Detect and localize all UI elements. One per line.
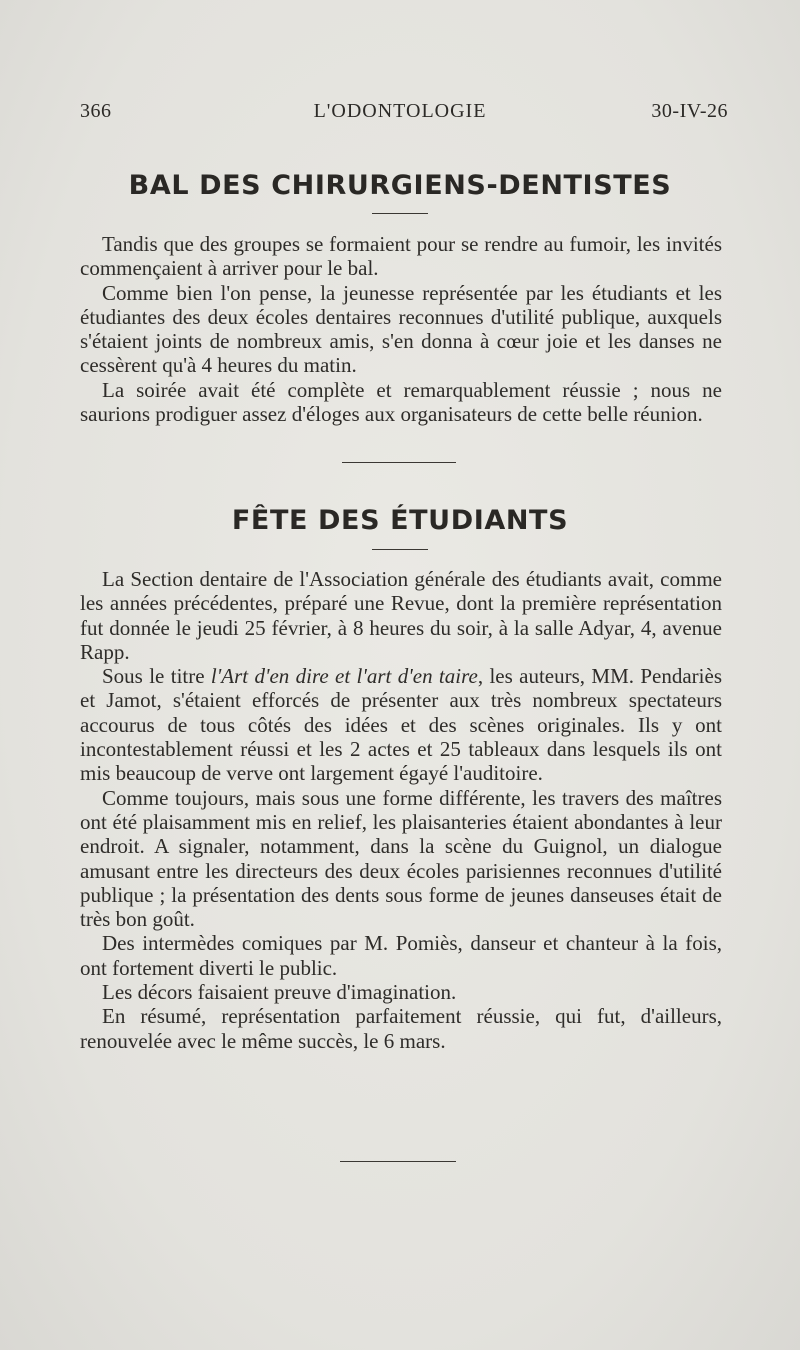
paragraph: En résumé, représentation parfaitement réussie, qui fut, d'ailleurs, renouvelée avec le même succès, le 6 mars.	[80, 1004, 722, 1053]
paragraph: La Section dentaire de l'Association générale des étudiants avait, comme les années précédentes, préparé une Revue, dont la première représentation fut donnée le jeudi 25 février, à 8 heures du soir, à la salle Adyar, 4, avenue Rapp.	[80, 567, 722, 664]
running-header	[80, 100, 728, 128]
section-body-fete	[80, 567, 722, 1053]
section-divider	[342, 462, 456, 463]
paragraph: Les décors faisaient preuve d'imagination.	[102, 980, 457, 1005]
issue-date: 30-IV-26	[651, 100, 728, 122]
paragraph: Comme bien l'on pense, la jeunesse représentée par les étudiants et les étudiantes des deux écoles dentaires reconnues d'utilité publique, auxquels s'étaient joints de nombreux amis, s'en donna à cœur joie et les danses ne cessèrent qu'à 4 heures du matin.	[80, 280, 722, 378]
section-title-bal: BAL DES CHIRURGIENS-DENTISTES	[128, 170, 672, 201]
title-rule	[372, 213, 428, 214]
paragraph: Comme toujours, mais sous une forme différente, les travers des maîtres ont été plaisamment mis en relief, les plaisanteries étaient abondantes à leur endroit. A signaler, notamment, dans la scène du Guignol, un dialogue amusant entre les directeurs des deux écoles parisiennes reconnues d'utilité publique ; la présentation des dents sous forme de jeunes danseuses était de très bon goût.	[80, 785, 722, 932]
paragraph	[80, 664, 722, 785]
revue-title: l'Art d'en dire et l'art d'en taire	[210, 664, 478, 689]
section-body-bal	[80, 232, 722, 426]
title-rule	[372, 549, 428, 550]
journal-title: L'ODONTOLOGIE	[313, 100, 487, 122]
page-number: 366	[80, 100, 112, 122]
end-divider	[340, 1161, 456, 1162]
paragraph-text: , les auteurs, MM. Pendariès et Jamot, s'étaient efforcés de présenter aux très nombreux spectateurs accourus de tous côtés des idées et des scènes originales. Ils y ont incontestablement réussi et les 2 actes et 25 tableaux dans lesquels ils ont mis beaucoup de verve ont largement égayé l'auditoire.	[80, 664, 722, 786]
paragraph: Tandis que des groupes se formaient pour se rendre au fumoir, les invités commençaient à arriver pour le bal.	[80, 232, 722, 281]
paragraph-text: Sous le titre	[102, 664, 211, 689]
paragraph: Des intermèdes comiques par M. Pomiès, danseur et chanteur à la fois, ont fortement diverti le public.	[80, 931, 722, 980]
paragraph: La soirée avait été complète et remarquablement réussie ; nous ne saurions prodiguer assez d'éloges aux organisateurs de cette belle réunion.	[80, 377, 722, 427]
section-title-fete: FÊTE DES ÉTUDIANTS	[231, 505, 569, 536]
